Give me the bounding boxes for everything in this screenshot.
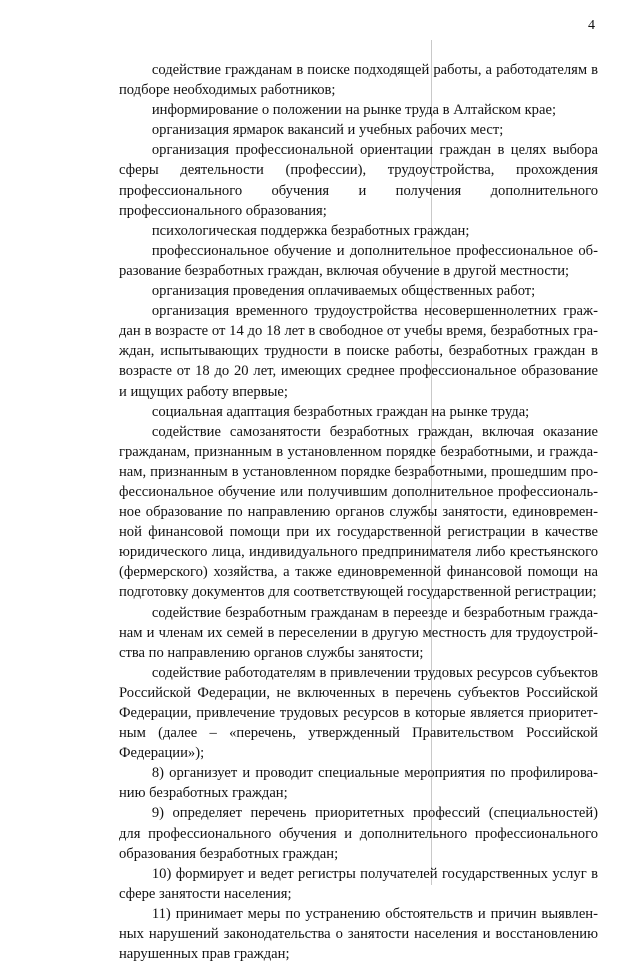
numbered-paragraph-9: 9) определяет перечень приоритетных профессий (специальностей) для профессионального обучения и дополнительного профессионального образования безработных граждан; — [119, 805, 598, 862]
paragraph: содействие самозанятости безработных граждан, включая оказание гражданам, признанным в установленном порядке безработными, и гражданам, признанным в установленном порядке безработными, прошедшим профессиональное обучение или получившим дополнительное профессиональное образование по направлению органов службы занятости, единовременной финансовой помощи при их государственной регистрации в качестве юридического лица, индивидуального предпринимателя либо крестьянского (фермерского) хозяйства, а также единовременной финансовой помощи на подготовку документов для соответствующей государственной регистрации; — [119, 423, 598, 601]
numbered-paragraph-11: 11) принимает меры по устранению обстоятельств и причин выявленных нарушений законодательства о занятости населения и восстановлению нарушенных прав граждан; — [119, 905, 598, 963]
paragraph: организация проведения оплачиваемых общественных работ; — [151, 283, 536, 300]
numbered-paragraph-8: 8) организует и проводит специальные мероприятия по профилированию безработных граждан; — [119, 765, 598, 802]
paragraph: содействие гражданам в поиске подходящей работы, а работодателям в подборе необходимых работников; — [119, 62, 598, 99]
numbered-paragraph-10: 10) формирует и ведет регистры получателей государственных услуг в сфере занятости населения; — [119, 865, 598, 902]
page-number: 4 — [588, 18, 595, 33]
paragraph: психологическая поддержка безработных граждан; — [151, 222, 470, 239]
paragraph: социальная адаптация безработных граждан на рынке труда; — [151, 403, 530, 420]
paragraph: содействие работодателям в привлечении трудовых ресурсов субъектов Российской Федерации, не включенных в перечень субъектов Российской Федерации, привлечение трудовых ресурсов в которые является приоритетным (далее – «перечень, утвержденный Правительством Российской Федерации»); — [119, 664, 598, 762]
paragraph: информирование о положении на рынке труда в Алтайском крае; — [151, 102, 556, 119]
paragraph: профессиональное обучение и дополнительное профессиональное образование безработных граждан, включая обучение в другой местности; — [119, 242, 598, 279]
paragraph: организация профессиональной ориентации граждан в целях выбора сферы деятельности (профессии), трудоустройства, прохождения профессионального обучения и получения дополнительного профессионального образования; — [119, 142, 598, 219]
document-body — [119, 60, 598, 964]
paragraph: организация временного трудоустройства несовершеннолетних граждан в возрасте от 14 до 18 лет в свободное от учебы время, безработных граждан, испытывающих трудности в поиске работы, безработных граждан в возрасте от 18 до 20 лет, имеющих среднее профессиональное образование и ищущих работу впервые; — [119, 303, 598, 400]
paragraph: организация ярмарок вакансий и учебных рабочих мест; — [151, 122, 504, 139]
paragraph: содействие безработным гражданам в переезде и безработным гражданам и членам их семей в переселении в другую местность для трудоустройства по направлению органов службы занятости; — [119, 604, 598, 661]
